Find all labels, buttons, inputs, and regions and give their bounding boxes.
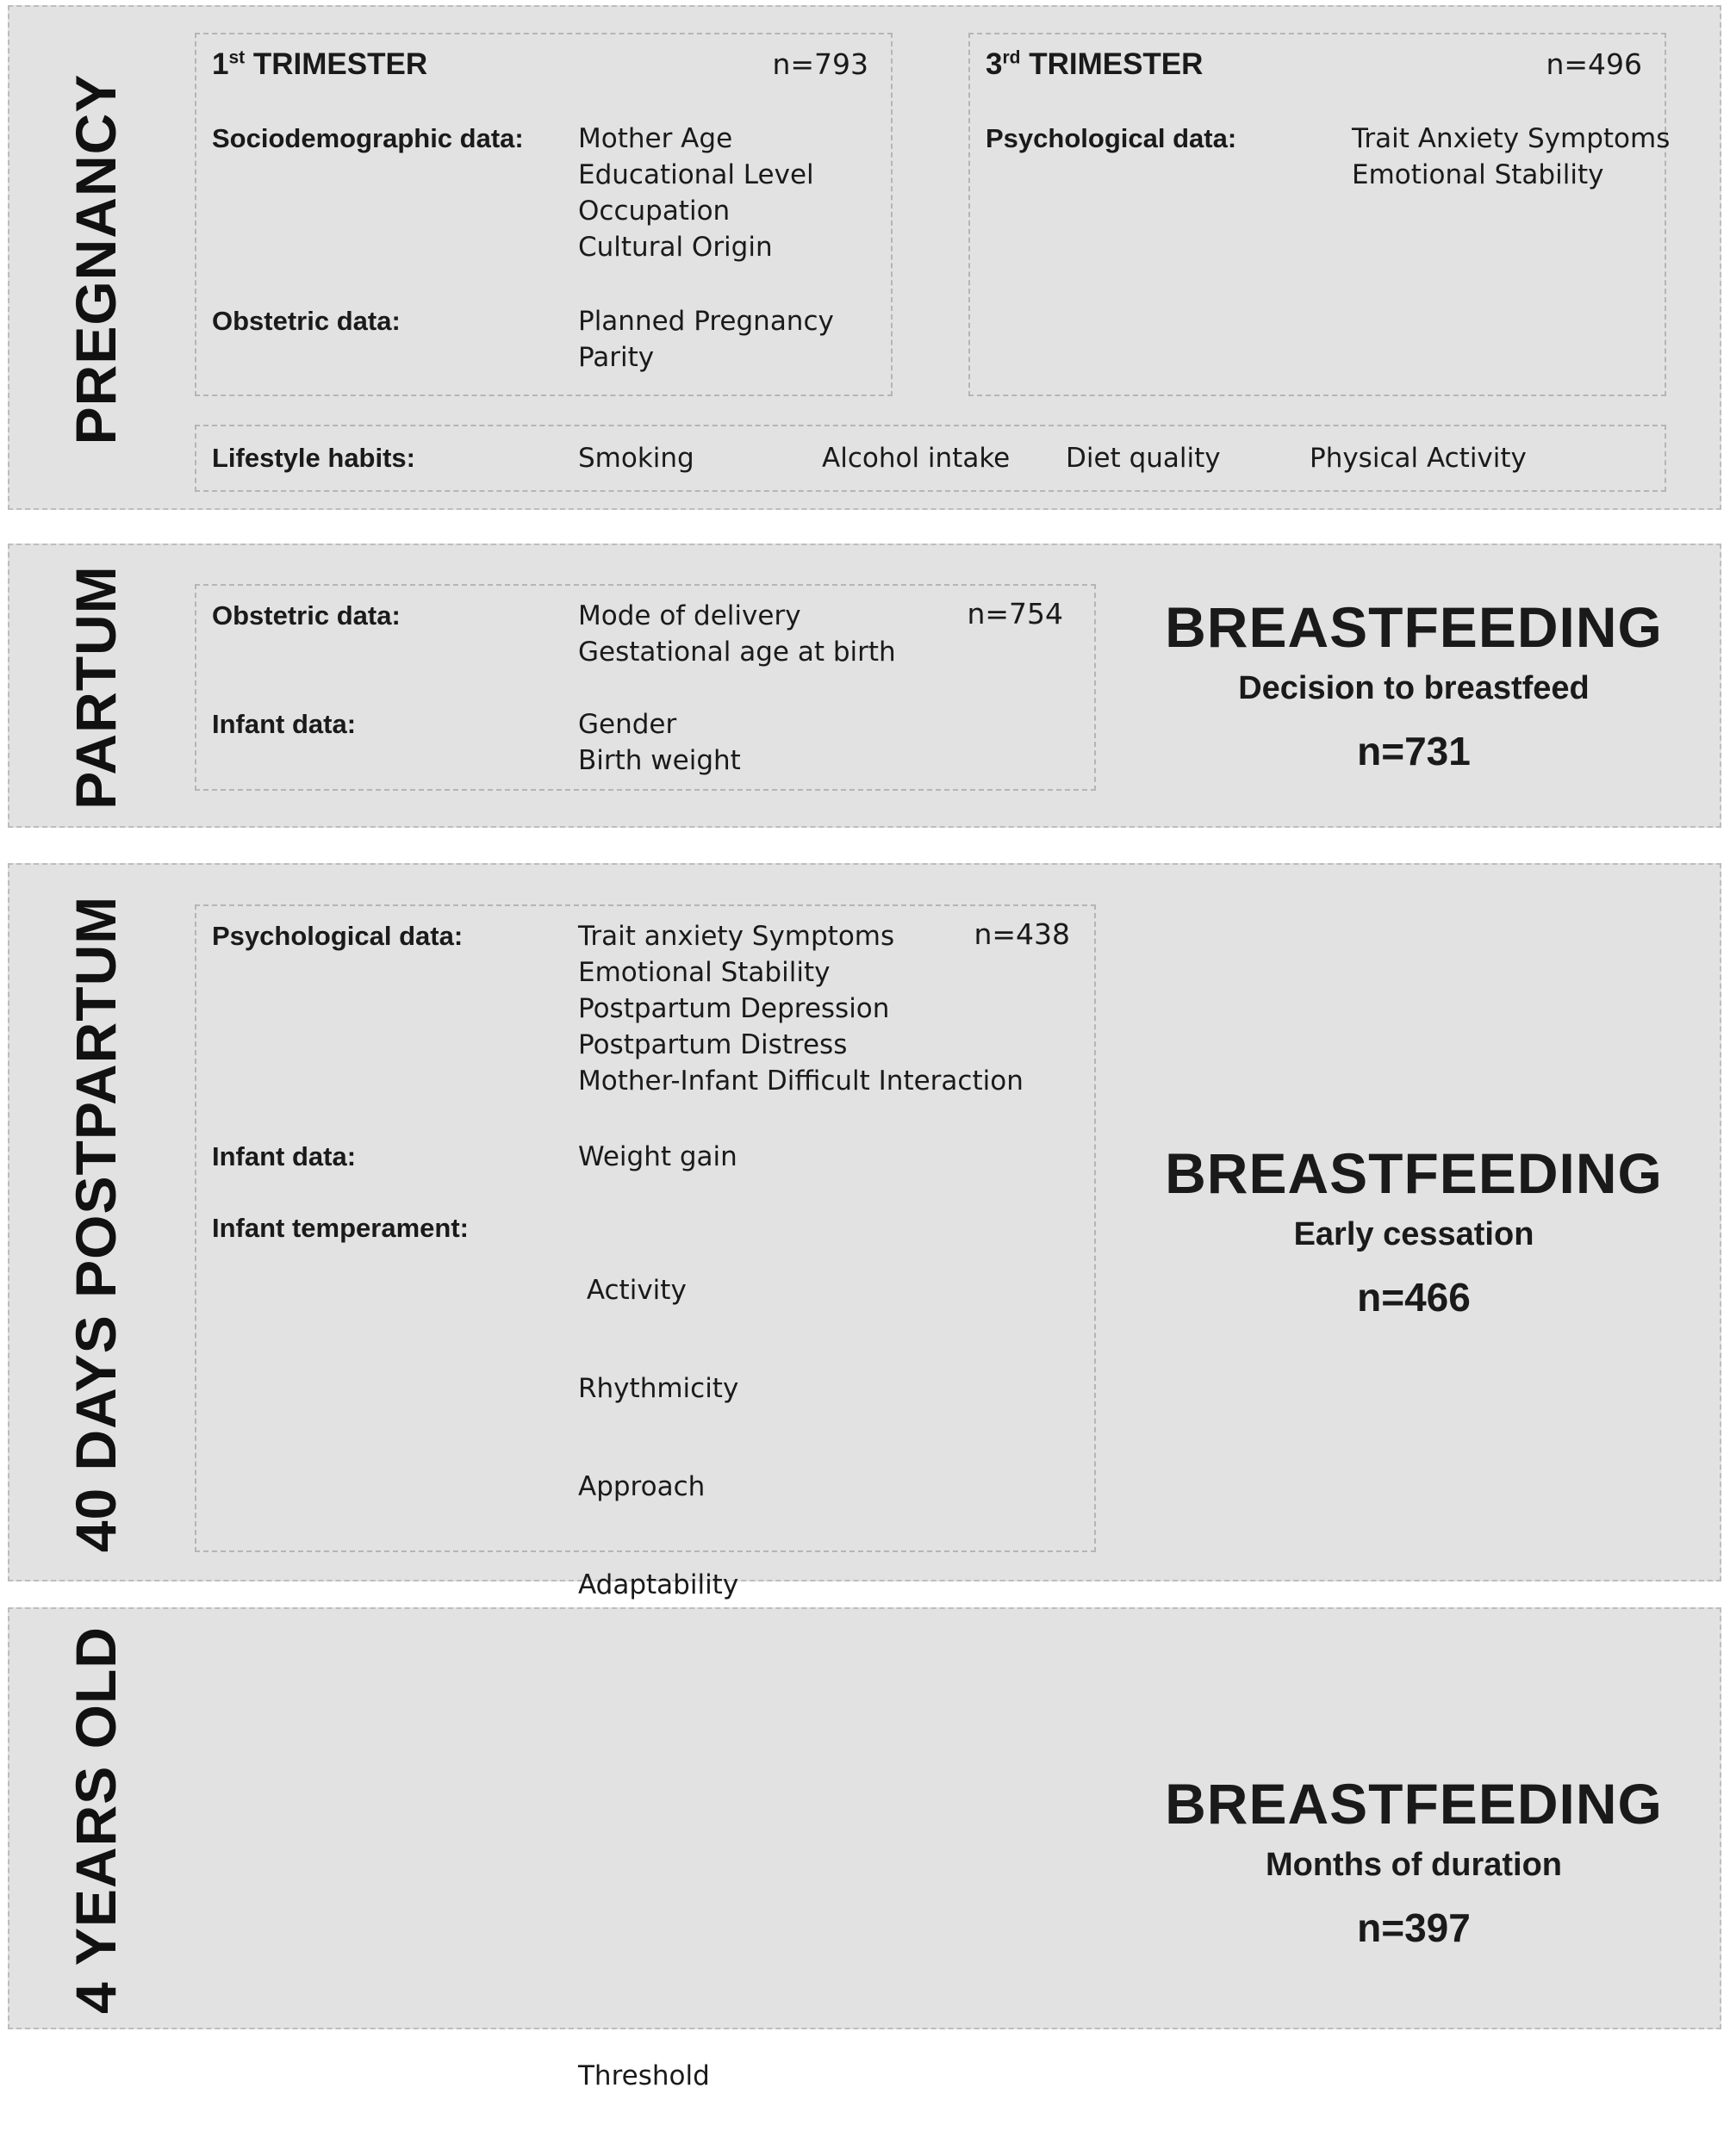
partum-outcome-title: BREASTFEEDING [1165,595,1663,659]
list-item: Threshold [578,2060,710,2091]
first-trimester-n: n=793 [772,47,868,81]
lifestyle-item-smoking: Smoking [578,443,694,474]
pregnancy-panel [8,5,1721,510]
list-item: Emotional Stability [578,957,831,988]
list-item: Mother-Infant Difficult Interaction [578,1066,1024,1097]
list-item: Planned Pregnancy [578,306,834,337]
list-item: Mode of delivery [578,600,801,631]
list-item: Postpartum Depression [578,993,890,1024]
four-years-phase-text: 4 YEARS OLD [64,1626,128,2014]
lifestyle-label: Lifestyle habits: [212,443,415,473]
four-years-outcome-title: BREASTFEEDING [1165,1772,1663,1836]
third-trimester-title: 3rd TRIMESTER [986,47,1204,81]
partum-infant-label: Infant data: [212,709,357,739]
postpartum-phase-label [9,865,182,1583]
four-years-outcome-n: n=397 [1357,1905,1471,1950]
list-item: Mother Age [578,123,733,154]
pregnancy-phase-text: PREGNANCY [64,73,128,445]
psychological-list [1352,121,1670,193]
postpartum-n: n=438 [974,917,1070,951]
four-years-outcome [1155,1769,1672,1954]
list-item: Educational Level [578,159,814,190]
postpartum-outcome-n: n=466 [1357,1275,1471,1320]
four-years-panel [8,1607,1721,2029]
list-item: Emotional Stability [1352,159,1604,190]
postpartum-psychological-list [578,918,1024,1099]
postpartum-outcome [1155,1139,1672,1323]
postpartum-outcome-title: BREASTFEEDING [1165,1141,1663,1205]
list-item: Weight gain [578,1141,737,1172]
third-trimester-box [968,33,1671,396]
list-item: Occupation [578,196,731,227]
pregnancy-phase-label [9,7,182,512]
sociodemographic-list [578,121,814,265]
third-trimester-n: n=496 [1546,47,1642,81]
postpartum-phase-text: 40 DAYS POSTPARTUM [64,895,128,1553]
postpartum-outcome-subtitle: Early cessation [1293,1216,1534,1252]
psychological-label: Psychological data: [986,123,1237,153]
partum-obstetric-label: Obstetric data: [212,600,401,631]
first-trimester-box [195,33,893,396]
partum-infant-list [578,706,741,779]
list-item: Gender [578,709,677,740]
list-item: Adaptability [578,1569,739,1600]
temperament-label: Infant temperament: [212,1213,469,1243]
list-item: Parity [578,342,655,373]
list-item: Trait Anxiety Symptoms [1352,123,1671,154]
lifestyle-item-diet: Diet quality [1066,443,1221,474]
list-item: Cultural Origin [578,232,773,263]
obstetric-label: Obstetric data: [212,306,401,336]
lifestyle-item-physical-activity: Physical Activity [1310,443,1527,474]
postpartum-infant-label: Infant data: [212,1141,357,1171]
list-item: Postpartum Distress [578,1029,848,1060]
postpartum-infant-list [578,1139,737,1175]
sociodemographic-label: Sociodemographic data: [212,123,524,153]
lifestyle-box [195,425,1666,492]
lifestyle-item-alcohol: Alcohol intake [822,443,1011,474]
partum-n: n=754 [967,597,1063,631]
list-item: Birth weight [578,745,741,776]
partum-outcome [1155,593,1672,777]
list-item: Trait anxiety Symptoms [578,921,895,952]
partum-phase-text: PARTUM [64,565,128,810]
partum-outcome-subtitle: Decision to breastfeed [1238,670,1590,706]
partum-panel [8,544,1721,828]
postpartum-data-box [195,904,1096,2091]
four-years-phase-label [9,1609,182,2031]
first-trimester-title: 1st TRIMESTER [212,47,428,81]
postpartum-psychological-label: Psychological data: [212,921,464,951]
obstetric-list [578,303,834,376]
list-item: Gestational age at birth [578,637,896,668]
partum-obstetric-list [578,598,896,670]
partum-outcome-n: n=731 [1357,729,1471,774]
list-item: Rhythmicity [578,1373,739,1404]
partum-data-box [195,584,1096,791]
four-years-outcome-subtitle: Months of duration [1265,1847,1563,1883]
partum-phase-label [9,545,182,829]
list-item: Approach [578,1471,706,1502]
list-item: Activity [578,1275,687,1306]
